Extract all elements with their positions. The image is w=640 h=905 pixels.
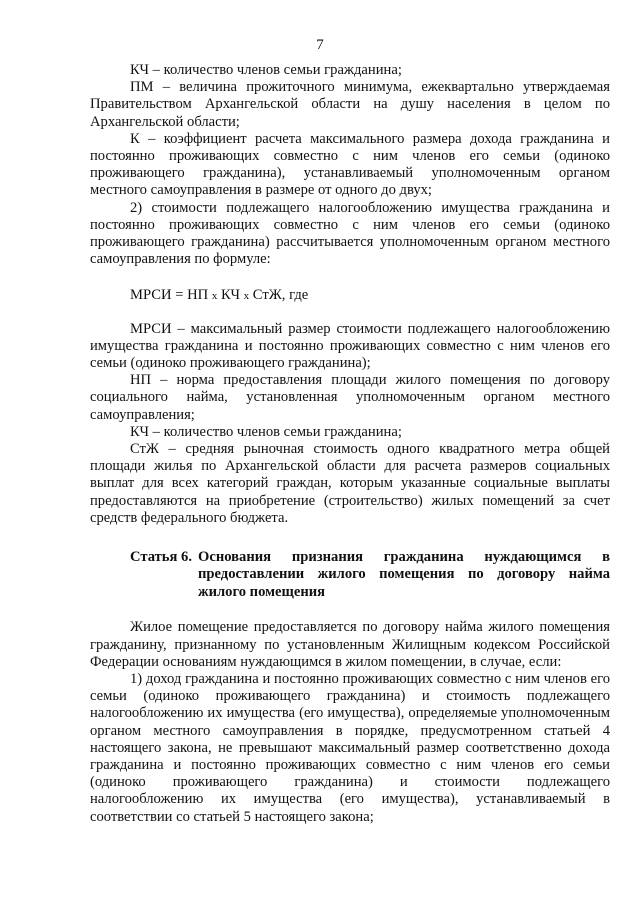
spacer	[90, 527, 610, 549]
page-content	[90, 62, 610, 826]
article-title: Основания признания гражданина нуждающимся в предоставлении жилого помещения по договору найма жилого помещения	[198, 549, 610, 600]
paragraph-article-6-item-1: 1) доход гражданина и постоянно проживающих совместно с ним членов его семьи (одиноко проживающего гражданина) и стоимость подлежащего налогообложению их имущества (его имущества), определяемые уполномоченным органом местного самоуправления в порядке, предусмотренном статьей 4 настоящего закона, не превышают максимальный размер соответственно дохода гражданина и постоянно проживающих совместно с ним членов его семьи (одиноко проживающего гражданина) и стоимости подлежащего налогообложению их имущества (его имущества), устанавливаемый в соответствии со статьей 5 настоящего закона;	[90, 670, 610, 825]
paragraph-property-formula-intro: 2) стоимости подлежащего налогообложению имущества гражданина и постоянно проживающих совместно с ним членов его семьи (одиноко проживающего гражданина) рассчитывается уполномоченным органом местного самоуправления по формуле:	[90, 199, 610, 268]
paragraph-np-definition: НП – норма предоставления площади жилого помещения по договору социального найма, установленная уполномоченным органом местного самоуправления;	[90, 372, 610, 423]
paragraph-stzh-definition: СтЖ – средняя рыночная стоимость одного квадратного метра общей площади жилья по Архангельской области для расчета размеров социальных выплат для всех категорий граждан, которым указанные социальные выплаты предоставляются на приобретение (строительство) жилых помещений за счет средств федерального бюджета.	[90, 441, 610, 526]
paragraph-mrsi-definition: МРСИ – максимальный размер стоимости подлежащего налогообложению имущества гражданина и постоянно проживающих совместно с ним членов его семьи (одиноко проживающего гражданина);	[90, 320, 610, 372]
article-heading	[90, 549, 610, 601]
formula-part: МРСИ = НП	[130, 287, 212, 304]
paragraph-kch-definition-2: КЧ – количество членов семьи гражданина;	[130, 423, 402, 440]
page-number: 7	[316, 37, 324, 53]
paragraph-kch-definition: КЧ – количество членов семьи гражданина;	[130, 62, 402, 78]
formula-part: СтЖ, где	[249, 287, 309, 304]
paragraph-k-definition: К – коэффициент расчета максимального размера дохода гражданина и постоянно проживающих совместно с ним членов его семьи (одиноко проживающего гражданина), устанавливаемый уполномоченным органом местного самоуправления в размере от одного до двух;	[90, 130, 610, 199]
formula-part: КЧ	[217, 287, 244, 304]
formula-multiply-sign: х	[211, 290, 218, 303]
formula-mrsi	[90, 287, 610, 305]
spacer	[90, 601, 610, 619]
paragraph-article-6-intro: Жилое помещение предоставляется по договору найма жилого помещения гражданину, признанному по установленным Жилищным кодексом Российской Федерации основаниям нуждающимся в жилом помещении, в случае, если:	[90, 619, 610, 670]
formula-multiply-sign: х	[243, 290, 250, 303]
article-number: Статья 6.	[130, 549, 192, 566]
spacer	[90, 306, 610, 321]
spacer	[90, 268, 610, 287]
paragraph-pm-definition: ПМ – величина прожиточного минимума, ежеквартально утверждаемая Правительством Архангельской области на душу населения в целом по Архангельской области;	[90, 79, 610, 130]
